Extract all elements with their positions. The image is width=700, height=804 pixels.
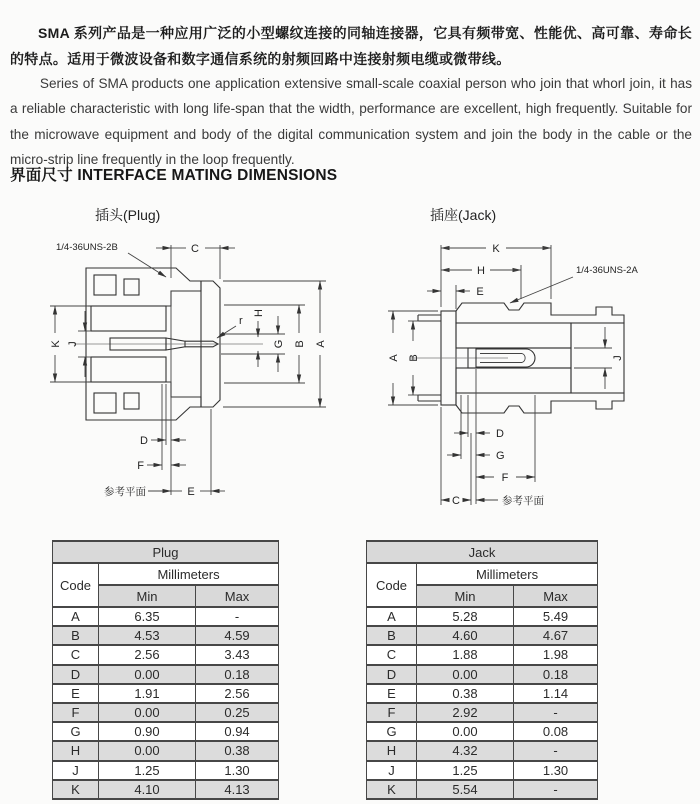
plug-table-unit-header: Millimeters [99,563,279,585]
plug-max-cell: 4.59 [196,626,279,645]
jack-min-cell: 0.38 [417,684,514,703]
jack-code-cell: J [367,761,417,780]
plug-table-max-header: Max [196,585,279,607]
plug-dim-a: A [315,340,327,348]
jack-max-cell: - [514,741,598,760]
plug-min-cell: 1.91 [99,684,196,703]
jack-max-cell: 0.18 [514,665,598,684]
table-row [367,741,598,760]
table-row [367,780,598,799]
jack-min-cell: 5.54 [417,780,514,799]
table-row [53,780,279,799]
jack-upper-shell [456,303,624,323]
table-row [53,626,279,645]
jack-dim-f: F [501,472,509,484]
jack-code-cell: E [367,684,417,703]
jack-dim-e: E [476,286,484,298]
jack-max-cell: - [514,703,598,722]
jack-max-cell: - [514,780,598,799]
plug-dim-h: H [253,309,265,317]
jack-min-cell: 4.32 [417,741,514,760]
plug-min-cell: 0.00 [99,703,196,722]
jack-code-cell: C [367,645,417,664]
jack-dim-j: J [612,355,624,361]
jack-code-cell: F [367,703,417,722]
plug-dim-b: B [294,340,306,348]
jack-code-cell: G [367,722,417,741]
jack-min-cell: 5.28 [417,607,514,626]
plug-max-cell: 0.25 [196,703,279,722]
plug-dim-k: K [50,340,62,348]
jack-table-code-header: Code [367,563,417,607]
jack-dim-g: G [496,450,505,462]
plug-dim-d: D [140,435,148,447]
plug-max-cell: 1.30 [196,761,279,780]
plug-table-title: Plug [53,541,279,563]
plug-knurl-insert-bottom [94,393,116,413]
plug-min-cell: 4.53 [99,626,196,645]
plug-dim-r: r [239,315,243,327]
plug-code-cell: A [53,607,99,626]
plug-dim-f: F [137,460,144,472]
jack-table-body [367,607,598,799]
jack-code-cell: B [367,626,417,645]
jack-code-cell: D [367,665,417,684]
section-title-en: INTERFACE MATING DIMENSIONS [77,167,338,184]
jack-code-cell: K [367,780,417,799]
plug-upper-shell [86,268,201,306]
plug-ref-plane-label: 参考平面 [104,486,146,498]
plug-min-cell: 4.10 [99,780,196,799]
plug-diagram-label: 插头(Plug) [95,207,161,223]
section-title-zh: 界面尺寸 [10,167,73,184]
plug-gasket-bottom [124,393,139,409]
plug-table-min-header: Min [99,585,196,607]
plug-lower-shell [86,382,201,420]
plug-min-cell: 0.90 [99,722,196,741]
jack-table-unit-header: Millimeters [417,563,598,585]
plug-cross-section-diagram [28,233,350,525]
jack-thread-spec-label: 1/4-36UNS-2A [576,265,638,276]
jack-lower-shell [456,393,624,413]
plug-min-cell: 2.56 [99,645,196,664]
table-row [367,645,598,664]
jack-dim-c: C [452,495,460,507]
plug-dielectric-top [91,306,166,331]
jack-table-max-header: Max [514,585,598,607]
jack-max-cell: 1.14 [514,684,598,703]
jack-min-cell: 0.00 [417,665,514,684]
jack-min-cell: 1.88 [417,645,514,664]
jack-max-cell: 1.30 [514,761,598,780]
jack-dim-a: A [388,354,400,362]
table-row [53,684,279,703]
jack-dim-h: H [477,265,485,277]
jack-dim-d: D [496,428,504,440]
jack-min-cell: 0.00 [417,722,514,741]
plug-dim-j: J [67,341,79,347]
plug-code-cell: K [53,780,99,799]
plug-dim-e: E [187,486,195,498]
jack-dielectric-bottom [456,368,571,393]
jack-dim-b: B [408,354,420,362]
plug-thread-spec-label: 1/4-36UNS-2B [56,242,118,253]
table-row [367,626,598,645]
jack-max-cell: 4.67 [514,626,598,645]
plug-max-cell: 4.13 [196,780,279,799]
jack-min-cell: 2.92 [417,703,514,722]
table-row [367,761,598,780]
plug-max-cell: 0.18 [196,665,279,684]
plug-dim-g: G [273,339,285,349]
plug-table-code-header: Code [53,563,99,607]
jack-table-min-header: Min [417,585,514,607]
jack-max-cell: 0.08 [514,722,598,741]
table-row [367,703,598,722]
table-row [53,665,279,684]
jack-max-cell: 1.98 [514,645,598,664]
plug-code-cell: G [53,722,99,741]
table-row [53,761,279,780]
plug-code-cell: D [53,665,99,684]
plug-code-cell: F [53,703,99,722]
table-row [53,741,279,760]
jack-dim-k: K [492,243,500,255]
jack-min-cell: 1.25 [417,761,514,780]
plug-dielectric-bottom [91,357,166,382]
table-row [53,703,279,722]
plug-max-cell: 0.94 [196,722,279,741]
jack-ref-plane-label: 参考平面 [502,495,544,507]
plug-code-cell: J [53,761,99,780]
jack-code-cell: A [367,607,417,626]
plug-min-cell: 6.35 [99,607,196,626]
intro-paragraph-zh: SMA 系列产品是一种应用广泛的小型螺纹连接的同轴连接器，它具有频带宽、性能优、高可靠、寿命长的特点。适用于微波设备和数字通信系统的射频回路中连接射频电缆或微带线。 [10,25,692,67]
jack-diagram-label: 插座(Jack) [430,207,497,223]
jack-max-cell: 5.49 [514,607,598,626]
plug-min-cell: 1.25 [99,761,196,780]
plug-dim-c: C [191,243,199,255]
intro-paragraph-en: Series of SMA products one application extensive small-scale coaxial person who join that whorl join, it has a reliable characteristic with long life-span that the width, performance are excellent, high frequently. Suitable for the microwave equipment and body of the digital communication system and join the body in the cable or the micro-strip line frequently in the loop frequently. [10,75,692,168]
plug-max-cell: 2.56 [196,684,279,703]
jack-table-title: Jack [367,541,598,563]
plug-knurl-insert-top [94,275,116,295]
plug-max-cell: - [196,607,279,626]
plug-table-body [53,607,279,799]
jack-dielectric-top [456,323,571,348]
plug-max-cell: 0.38 [196,741,279,760]
jack-code-cell: H [367,741,417,760]
plug-min-cell: 0.00 [99,665,196,684]
plug-code-cell: H [53,741,99,760]
table-row [53,607,279,626]
table-row [367,665,598,684]
table-row [367,607,598,626]
table-row [367,722,598,741]
plug-gasket-top [124,279,139,295]
plug-code-cell: B [53,626,99,645]
plug-code-cell: C [53,645,99,664]
jack-min-cell: 4.60 [417,626,514,645]
plug-dimension-table [52,540,279,800]
jack-cross-section-diagram [358,233,690,525]
plug-code-cell: E [53,684,99,703]
section-title [10,163,337,185]
table-row [53,722,279,741]
jack-dimension-table [366,540,598,800]
plug-min-cell: 0.00 [99,741,196,760]
plug-max-cell: 3.43 [196,645,279,664]
table-row [53,645,279,664]
table-row [367,684,598,703]
